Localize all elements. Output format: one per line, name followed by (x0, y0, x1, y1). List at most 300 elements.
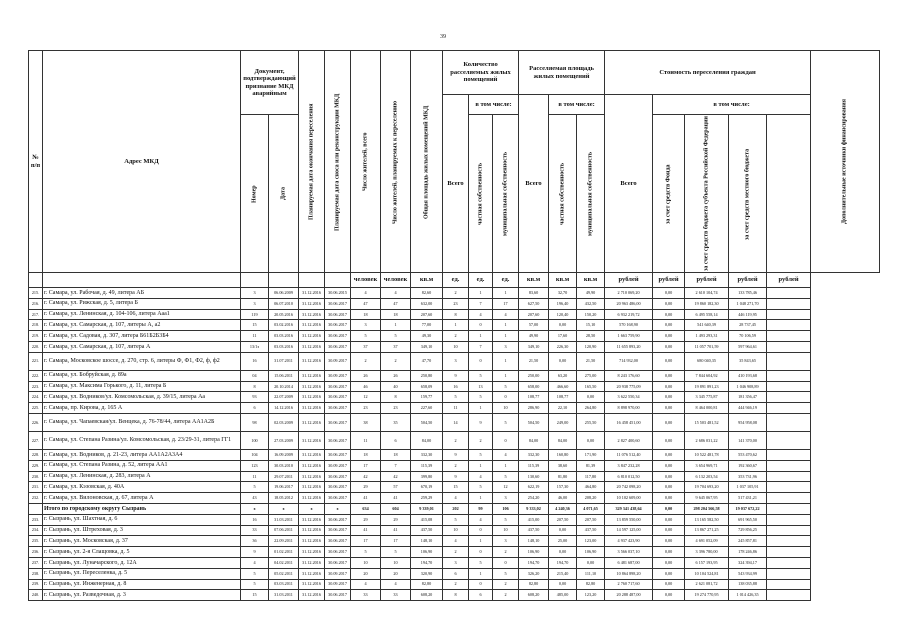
value-cell: 0,00 (653, 352, 685, 370)
value-cell: 608,20 (411, 590, 443, 601)
value-cell: 3 (493, 493, 519, 504)
row-number: 216. (29, 298, 43, 309)
value-cell: 06.06.2009 (269, 288, 299, 299)
value-cell: 5 (493, 471, 519, 482)
header-additional: Дополнительные источники финансирования (811, 51, 880, 273)
value-cell: 6 (469, 590, 493, 601)
address-cell: Итого по городскому округу Сызрань (43, 504, 241, 515)
value-cell: 30.06.2017 (325, 432, 351, 450)
value-cell: 320,90 (411, 568, 443, 579)
header-doc-number: Номер (241, 115, 269, 273)
value-cell: 31.12.2016 (299, 547, 325, 558)
row-number: 231. (29, 482, 43, 493)
row-number: 215. (29, 288, 43, 299)
value-cell: 4 (469, 514, 493, 525)
value-cell: 0,00 (577, 557, 605, 568)
value-cell: 77,00 (411, 320, 443, 331)
row-number: 239. (29, 579, 43, 590)
value-cell: 437,50 (577, 525, 605, 536)
value-cell: 194,70 (411, 557, 443, 568)
row-number: 224. (29, 392, 43, 403)
value-cell: 541 640,39 (685, 320, 729, 331)
value-cell: 30.06.2017 (325, 482, 351, 493)
value-cell: 1 (469, 288, 493, 299)
value-cell: 1 037 105,91 (729, 482, 767, 493)
table-row (29, 525, 880, 536)
address-cell: г. Самара, ул. Чапаевская/ул. Венцека, д. 76-78/44, литера АА1А2Б (43, 414, 241, 432)
value-cell: 14 (443, 414, 469, 432)
value-cell: 63,20 (549, 370, 577, 381)
value-cell: 1 (443, 320, 469, 331)
value-cell: 99 (469, 504, 493, 515)
value-cell: 10 (381, 557, 411, 568)
value-cell: 2 760 717,60 (605, 579, 653, 590)
header-total-area: Общая площадь жилых помещений МКД (411, 51, 443, 273)
value-cell: 0,00 (653, 557, 685, 568)
value-cell: 0 (469, 525, 493, 536)
value-cell: 31.12.2016 (299, 309, 325, 320)
value-cell: 5 (469, 392, 493, 403)
units-row (29, 273, 880, 288)
value-cell: 8 (443, 309, 469, 320)
value-cell: 1 (493, 288, 519, 299)
value-cell: 19 860 182,30 (685, 298, 729, 309)
unit-cell: кв.м (577, 273, 605, 288)
value-cell: 30.06.2017 (325, 450, 351, 461)
value-cell (767, 414, 811, 432)
value-cell: 2 (443, 331, 469, 342)
value-cell: 6 481 687,00 (605, 557, 653, 568)
table-row (29, 298, 880, 309)
value-cell: 19.06.2017 (269, 482, 299, 493)
value-cell: 30.06.2017 (325, 309, 351, 320)
value-cell: 6 932 219,72 (605, 309, 653, 320)
value-cell: 2 (493, 590, 519, 601)
value-cell: 0,00 (653, 381, 685, 392)
value-cell: 1 (493, 320, 519, 331)
value-cell: 23 (443, 298, 469, 309)
value-cell: 326,20 (519, 568, 549, 579)
table-row (29, 288, 880, 299)
table-row (29, 320, 880, 331)
value-cell: 2 686 031,22 (685, 432, 729, 450)
value-cell: 33 (351, 590, 381, 601)
value-cell: 0 (469, 320, 493, 331)
value-cell: 4 (493, 309, 519, 320)
value-cell: 160,80 (549, 450, 577, 461)
value-cell: 1 (469, 460, 493, 471)
value-cell: 329 341 438,64 (605, 504, 653, 515)
value-cell: 03.03.2016 (269, 331, 299, 342)
value-cell: 207,50 (549, 514, 577, 525)
value-cell: 31.12.2016 (299, 536, 325, 547)
value-cell: 432,50 (577, 298, 605, 309)
value-cell: 255,50 (577, 414, 605, 432)
value-cell: 1 (469, 331, 493, 342)
value-cell: 0 (469, 579, 493, 590)
value-cell: 9 (443, 370, 469, 381)
value-cell: 20.10.2014 (269, 381, 299, 392)
address-cell: г. Сызрань, ул. Луначарского, д. 12А (43, 557, 241, 568)
value-cell: 729 856,25 (729, 525, 767, 536)
value-cell: 0,00 (653, 525, 685, 536)
value-cell: 14 597 125,00 (605, 525, 653, 536)
value-cell: 632,00 (411, 298, 443, 309)
value-cell (767, 482, 811, 493)
value-cell: 5 (469, 557, 493, 568)
value-cell: 31.12.2016 (299, 320, 325, 331)
value-cell: 0,00 (653, 370, 685, 381)
value-cell: 30.03.2010 (269, 460, 299, 471)
row-number: 220. (29, 342, 43, 353)
value-cell (767, 309, 811, 320)
row-number: 225. (29, 403, 43, 414)
value-cell: 249,00 (549, 414, 577, 432)
value-cell: 4 937 423,90 (605, 536, 653, 547)
value-cell: 30.06.2017 (325, 547, 351, 558)
value-cell: 10 522 481,78 (685, 450, 729, 461)
value-cell: 16 (443, 381, 469, 392)
value-cell: 691 965,50 (729, 514, 767, 525)
value-cell: 57 (381, 482, 411, 493)
value-cell: 6 (381, 432, 411, 450)
value-cell: 31.12.2016 (299, 432, 325, 450)
address-cell: г. Самара, ул. Степана Разина, д. 52, литера АА1 (43, 460, 241, 471)
address-cell: г. Самара, ул. Садовая, д. 307, литера Б61Б2Б3Б4 (43, 331, 241, 342)
value-cell: 31.03.2011 (269, 590, 299, 601)
value-cell: 20 288 487,00 (605, 590, 653, 601)
table-row (29, 557, 880, 568)
header-area-private: частная собственность (549, 115, 577, 273)
value-cell (767, 536, 811, 547)
table-row (29, 392, 880, 403)
value-cell: 13 867 271,25 (685, 525, 729, 536)
value-cell: 119 (241, 309, 269, 320)
value-cell: 11 (241, 331, 269, 342)
value-cell: 35 843,65 (729, 352, 767, 370)
value-cell: 21,50 (577, 352, 605, 370)
value-cell: 41 (381, 525, 411, 536)
value-cell: 18 (381, 450, 411, 461)
row-number: 236. (29, 547, 43, 558)
value-cell: 226,30 (549, 342, 577, 353)
value-cell: 5 (493, 514, 519, 525)
value-cell: 5 (351, 547, 381, 558)
header-area-total: Всего (519, 95, 549, 273)
header-area-municipal: муниципальная собственность (577, 115, 605, 273)
value-cell: 82,80 (577, 579, 605, 590)
value-cell: 46,00 (549, 493, 577, 504)
value-cell: 30.06.2017 (325, 331, 351, 342)
value-cell: 0,00 (549, 525, 577, 536)
unit-cell: рублей (685, 273, 729, 288)
value-cell: 31.12.2016 (299, 471, 325, 482)
row-number: 234. (29, 525, 43, 536)
table-row (29, 342, 880, 353)
value-cell: 23 (381, 403, 411, 414)
value-cell: 4 (351, 288, 381, 299)
value-cell: 31.03.2011 (269, 514, 299, 525)
value-cell: 18 (381, 309, 411, 320)
address-cell: г. Самара, ул. Вилоновская, д. 67, литера А (43, 493, 241, 504)
value-cell: 553 470,62 (729, 450, 767, 461)
value-cell: 07.06.2011 (269, 525, 299, 536)
value-cell (767, 392, 811, 403)
row-number: 235. (29, 536, 43, 547)
value-cell: 7 (469, 342, 493, 353)
value-cell: 3 622 550,34 (605, 392, 653, 403)
row-number (29, 504, 43, 515)
value-cell: 31.12.2016 (299, 288, 325, 299)
value-cell: 0,00 (653, 504, 685, 515)
value-cell: 15 (241, 590, 269, 601)
value-cell: 30.06.2017 (325, 471, 351, 482)
value-cell: 3 345 775,87 (685, 392, 729, 403)
unit-cell: рублей (729, 273, 767, 288)
value-cell: 5 (469, 482, 493, 493)
value-cell: 40 (381, 381, 411, 392)
value-cell: 30.06.2017 (325, 414, 351, 432)
value-cell: 5 (241, 482, 269, 493)
row-number: 238. (29, 568, 43, 579)
value-cell: 1 (469, 536, 493, 547)
value-cell: 82,60 (411, 288, 443, 299)
value-cell: 47,70 (411, 352, 443, 370)
value-cell: 17 (381, 536, 411, 547)
value-cell: 2 (443, 288, 469, 299)
address-cell: г. Сызрань, ул. Инженерная, д. 8 (43, 579, 241, 590)
value-cell: 20 (381, 568, 411, 579)
value-cell (767, 370, 811, 381)
value-cell: 20 938 775,09 (605, 381, 653, 392)
value-cell: 49,30 (411, 331, 443, 342)
value-cell: 4 (351, 579, 381, 590)
value-cell: 8 464 000,81 (685, 403, 729, 414)
value-cell: 0 (493, 392, 519, 403)
value-cell: 47 (351, 298, 381, 309)
row-number: 232. (29, 493, 43, 504)
value-cell: 20 742 098,20 (605, 482, 653, 493)
value-cell: 37 (381, 342, 411, 353)
value-cell: 332,30 (519, 450, 549, 461)
value-cell: 597 964,61 (729, 342, 767, 353)
value-cell: 31.12.2016 (299, 352, 325, 370)
value-cell: 120,90 (577, 342, 605, 353)
table-header (29, 51, 880, 288)
value-cell: 349,10 (519, 342, 549, 353)
table-row (29, 536, 880, 547)
value-cell: 517 431,21 (729, 493, 767, 504)
value-cell: 0,00 (653, 568, 685, 579)
value-cell: 30.06.2017 (325, 392, 351, 403)
value-cell: 0,00 (577, 432, 605, 450)
row-number: 223. (29, 381, 43, 392)
address-cell: г. Самара, ул. Рабочая, д. 49, литера АБ (43, 288, 241, 299)
value-cell: 286,90 (519, 403, 549, 414)
value-cell: 0,00 (653, 414, 685, 432)
value-cell: 1 048 271,70 (729, 298, 767, 309)
value-cell: 30.09.2017 (325, 579, 351, 590)
value-cell: 31.12.2016 (299, 381, 325, 392)
value-cell: 0,00 (653, 590, 685, 601)
header-planned-end: Планируемая дата окончания переселения (299, 51, 325, 273)
value-cell: 9 645 067,95 (685, 493, 729, 504)
address-cell: г. Сызрань, ул. Разведочная, д. 3 (43, 590, 241, 601)
unit-cell: ед. (469, 273, 493, 288)
value-cell: 5 (469, 450, 493, 461)
value-cell: 10 104 524,81 (685, 568, 729, 579)
address-cell: г. Самара, ул. Максима Горького, д. 11, литера Б (43, 381, 241, 392)
value-cell: 15 (443, 482, 469, 493)
value-cell (767, 557, 811, 568)
value-cell: 11 655 893,20 (605, 342, 653, 353)
value-cell: 111,10 (577, 568, 605, 579)
table-row (29, 568, 880, 579)
value-cell: 17 (351, 536, 381, 547)
header-cost-incl: в том числе: (653, 95, 811, 115)
value-cell: 504,50 (411, 414, 443, 432)
value-cell: 1 493 293,31 (685, 331, 729, 342)
value-cell: 43 (241, 493, 269, 504)
value-cell: 3 566 037,10 (605, 547, 653, 558)
value-cell: 0,00 (653, 482, 685, 493)
value-cell (767, 568, 811, 579)
value-cell: 4 (493, 450, 519, 461)
value-cell: 2 827 400,60 (605, 432, 653, 450)
value-cell: 6 (443, 568, 469, 579)
value-cell: 19 037 672,22 (729, 504, 767, 515)
value-cell: 159,77 (411, 392, 443, 403)
value-cell (767, 331, 811, 342)
value-cell: 31.12.2016 (299, 514, 325, 525)
value-cell: 30.06.2017 (325, 525, 351, 536)
value-cell: 5 (493, 568, 519, 579)
value-cell: 2 610 104,74 (685, 288, 729, 299)
value-cell: 6 132 203,54 (685, 471, 729, 482)
value-cell: 1 663 759,90 (605, 331, 653, 342)
value-cell: 21,50 (519, 352, 549, 370)
value-cell: 437,50 (519, 525, 549, 536)
table-total-row (29, 504, 880, 515)
value-cell: 18.05.2012 (269, 493, 299, 504)
row-number: 219. (29, 331, 43, 342)
row-number: 221. (29, 352, 43, 370)
value-cell: 207,60 (519, 309, 549, 320)
value-cell: 0 (493, 432, 519, 450)
value-cell: 18 (351, 450, 381, 461)
value-cell: 23 (351, 403, 381, 414)
value-cell: 415,08 (411, 514, 443, 525)
value-cell: 123,00 (577, 536, 605, 547)
value-cell: 30.06.2017 (325, 590, 351, 601)
header-cost-local-2 (767, 115, 811, 273)
value-cell: 349,10 (411, 342, 443, 353)
value-cell (767, 450, 811, 461)
address-cell: г. Сызрань, ул. Шахтная, д. 6 (43, 514, 241, 525)
value-cell: 16 458 451,00 (605, 414, 653, 432)
value-cell: 680 040,35 (685, 352, 729, 370)
value-cell: 04 (241, 370, 269, 381)
row-number: 228. (29, 450, 43, 461)
value-cell: 10 (351, 557, 381, 568)
header-count-private: частная собственность (469, 115, 493, 273)
value-cell: 108,77 (519, 392, 549, 403)
value-cell: 4 (469, 309, 493, 320)
value-cell (767, 298, 811, 309)
value-cell: 658,00 (519, 381, 549, 392)
value-cell (767, 525, 811, 536)
value-cell: 03.03.2011 (269, 579, 299, 590)
value-cell: 31.12.2016 (299, 579, 325, 590)
value-cell: 8 (241, 381, 269, 392)
value-cell: 11 (351, 432, 381, 450)
table-row (29, 590, 880, 601)
value-cell: 264,80 (577, 403, 605, 414)
value-cell: 03.02.2016 (269, 320, 299, 331)
value-cell: 1 (493, 331, 519, 342)
value-cell: 1 (381, 320, 411, 331)
value-cell: 658,09 (411, 381, 443, 392)
value-cell: 207,60 (411, 309, 443, 320)
row-number: 233. (29, 514, 43, 525)
value-cell: 9 (443, 450, 469, 461)
table-row (29, 352, 880, 370)
value-cell: 4 071,65 (577, 504, 605, 515)
value-cell: 171,90 (577, 450, 605, 461)
value-cell: 5 (381, 331, 411, 342)
value-cell: 30.06.2017 (325, 342, 351, 353)
value-cell: 4 (381, 288, 411, 299)
value-cell: 10 864 898,20 (605, 568, 653, 579)
value-cell: 31.12.2016 (299, 493, 325, 504)
value-cell: 106,90 (519, 547, 549, 558)
value-cell: 5 (241, 568, 269, 579)
value-cell: 543 934,99 (729, 568, 767, 579)
value-cell: 130,60 (519, 471, 549, 482)
value-cell: 165,50 (577, 381, 605, 392)
value-cell: 13 165 582,50 (685, 514, 729, 525)
address-cell: г. Самара, ул. Водников, д. 21-23, литера АА1А2А3А4 (43, 450, 241, 461)
value-cell: 57,00 (519, 320, 549, 331)
value-cell: 3 (241, 298, 269, 309)
value-cell: 215,40 (549, 568, 577, 579)
value-cell: 8 (443, 590, 469, 601)
value-cell: 332,30 (411, 450, 443, 461)
header-cost-local: за счет средств местного бюджета (729, 115, 767, 273)
value-cell: 13/1э (241, 342, 269, 353)
value-cell (767, 493, 811, 504)
value-cell: 0,00 (653, 403, 685, 414)
row-number: 226. (29, 414, 43, 432)
table-row (29, 403, 880, 414)
value-cell: 20 (351, 568, 381, 579)
value-cell: 353 731,96 (729, 471, 767, 482)
value-cell: 30.09.2017 (325, 568, 351, 579)
value-cell: 464,80 (577, 482, 605, 493)
value-cell: 30.06.2017 (325, 298, 351, 309)
value-cell: 1 (493, 352, 519, 370)
value-cell: 0 (493, 557, 519, 568)
value-cell: 20 963 486,00 (605, 298, 653, 309)
header-document: Документ, подтверждающий признание МКД аварийным (241, 51, 299, 115)
value-cell: 7 (381, 460, 411, 471)
value-cell: 117,80 (577, 471, 605, 482)
value-cell: 84,00 (549, 432, 577, 450)
value-cell: 15 (241, 320, 269, 331)
header-area-incl: в том числе: (549, 95, 605, 115)
value-cell: 0,00 (653, 493, 685, 504)
value-cell: 02.03.2009 (269, 414, 299, 432)
